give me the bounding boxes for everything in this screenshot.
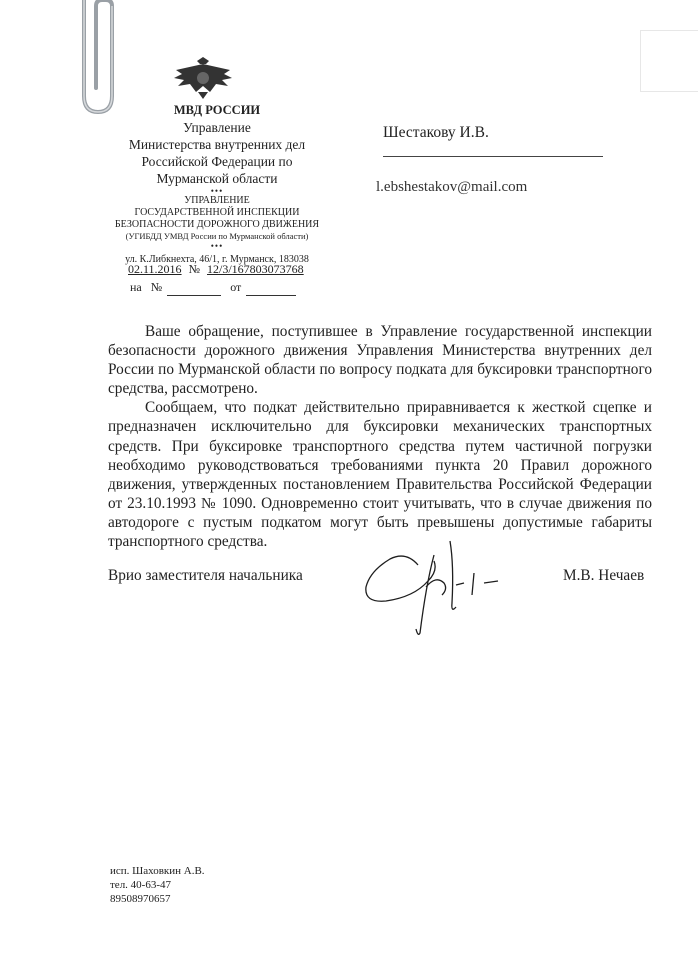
signatory-name: М.В. Нечаев [563,567,645,584]
executor-phone: тел. 40-63-47 [110,879,172,891]
separator-dots: ••• [210,186,224,196]
stamp-trace [640,30,698,92]
signatory-position: Врио заместителя начальника [108,567,303,584]
executor-mobile: 89508970657 [110,893,171,905]
separator-dots-2: ••• [210,241,224,251]
dept-line-4: Мурманской области [156,171,278,186]
body-paragraph-1: Ваше обращение, поступившее в Управление государственной инспекции безопасности дорожного движения Управления Министерства внутренних дел России по Мурманской области по вопросу подката для буксировки транспортного средства, рассмотрено. [108,323,652,398]
ref-label-ot: от [230,280,242,294]
ref-date-blank [246,280,296,296]
executor-name: исп. Шаховкин А.В. [110,865,205,877]
recipient-name: Шестакову И.В. [383,124,489,141]
reg-number: 12/3/167803073768 [207,262,304,276]
sender-header [102,102,332,266]
reg-no-label: № [188,262,201,276]
dept-line-3: Российской Федерации по [141,154,293,169]
ref-number-blank [167,280,221,296]
eagle-emblem-icon [172,56,234,100]
letter-body [108,322,652,551]
executor-info [110,864,205,906]
sub-line-2: ГОСУДАРСТВЕННОЙ ИНСПЕКЦИИ [134,207,300,218]
ref-label-na: на [130,280,142,294]
dept-line-1: Управление [183,120,251,135]
recipient-email: l.ebshestakov@mail.com [376,179,528,195]
reference-line [130,280,296,296]
dept-line-2: Министерства внутренних дел [128,137,306,152]
ministry-title: МВД РОССИИ [173,103,261,117]
reg-date: 02.11.2016 [128,262,182,276]
sub-line-1: УПРАВЛЕНИЕ [184,195,250,206]
sub-line-3: БЕЗОПАСНОСТИ ДОРОЖНОГО ДВИЖЕНИЯ [114,219,320,230]
sender-address: ул. К.Либкнехта, 46/1, г. Мурманск, 183038 [125,254,309,265]
recipient-underline [383,156,603,157]
registration-line [128,262,304,277]
body-paragraph-2: Сообщаем, что подкат действительно приравнивается к жесткой сцепке и предназначен исключительно для буксировки механических транспортных средств. При буксировке транспортного средства путем частичной погрузки необходимо руководствоваться требованиями пункта 20 Правил дорожного движения, утвержденных постановлением Правительства Российской Федерации от 23.10.1993 № 1090. Одновременно стоит учитывать, что в случае движения по автодороге с пустым подкатом могут быть превышены допустимые габариты транспортного средства. [108,399,652,551]
sub-line-4: (УГИБДД УМВД России по Мурманской области) [125,231,309,241]
handwritten-signature [356,525,516,640]
ref-label-no: № [150,280,163,294]
